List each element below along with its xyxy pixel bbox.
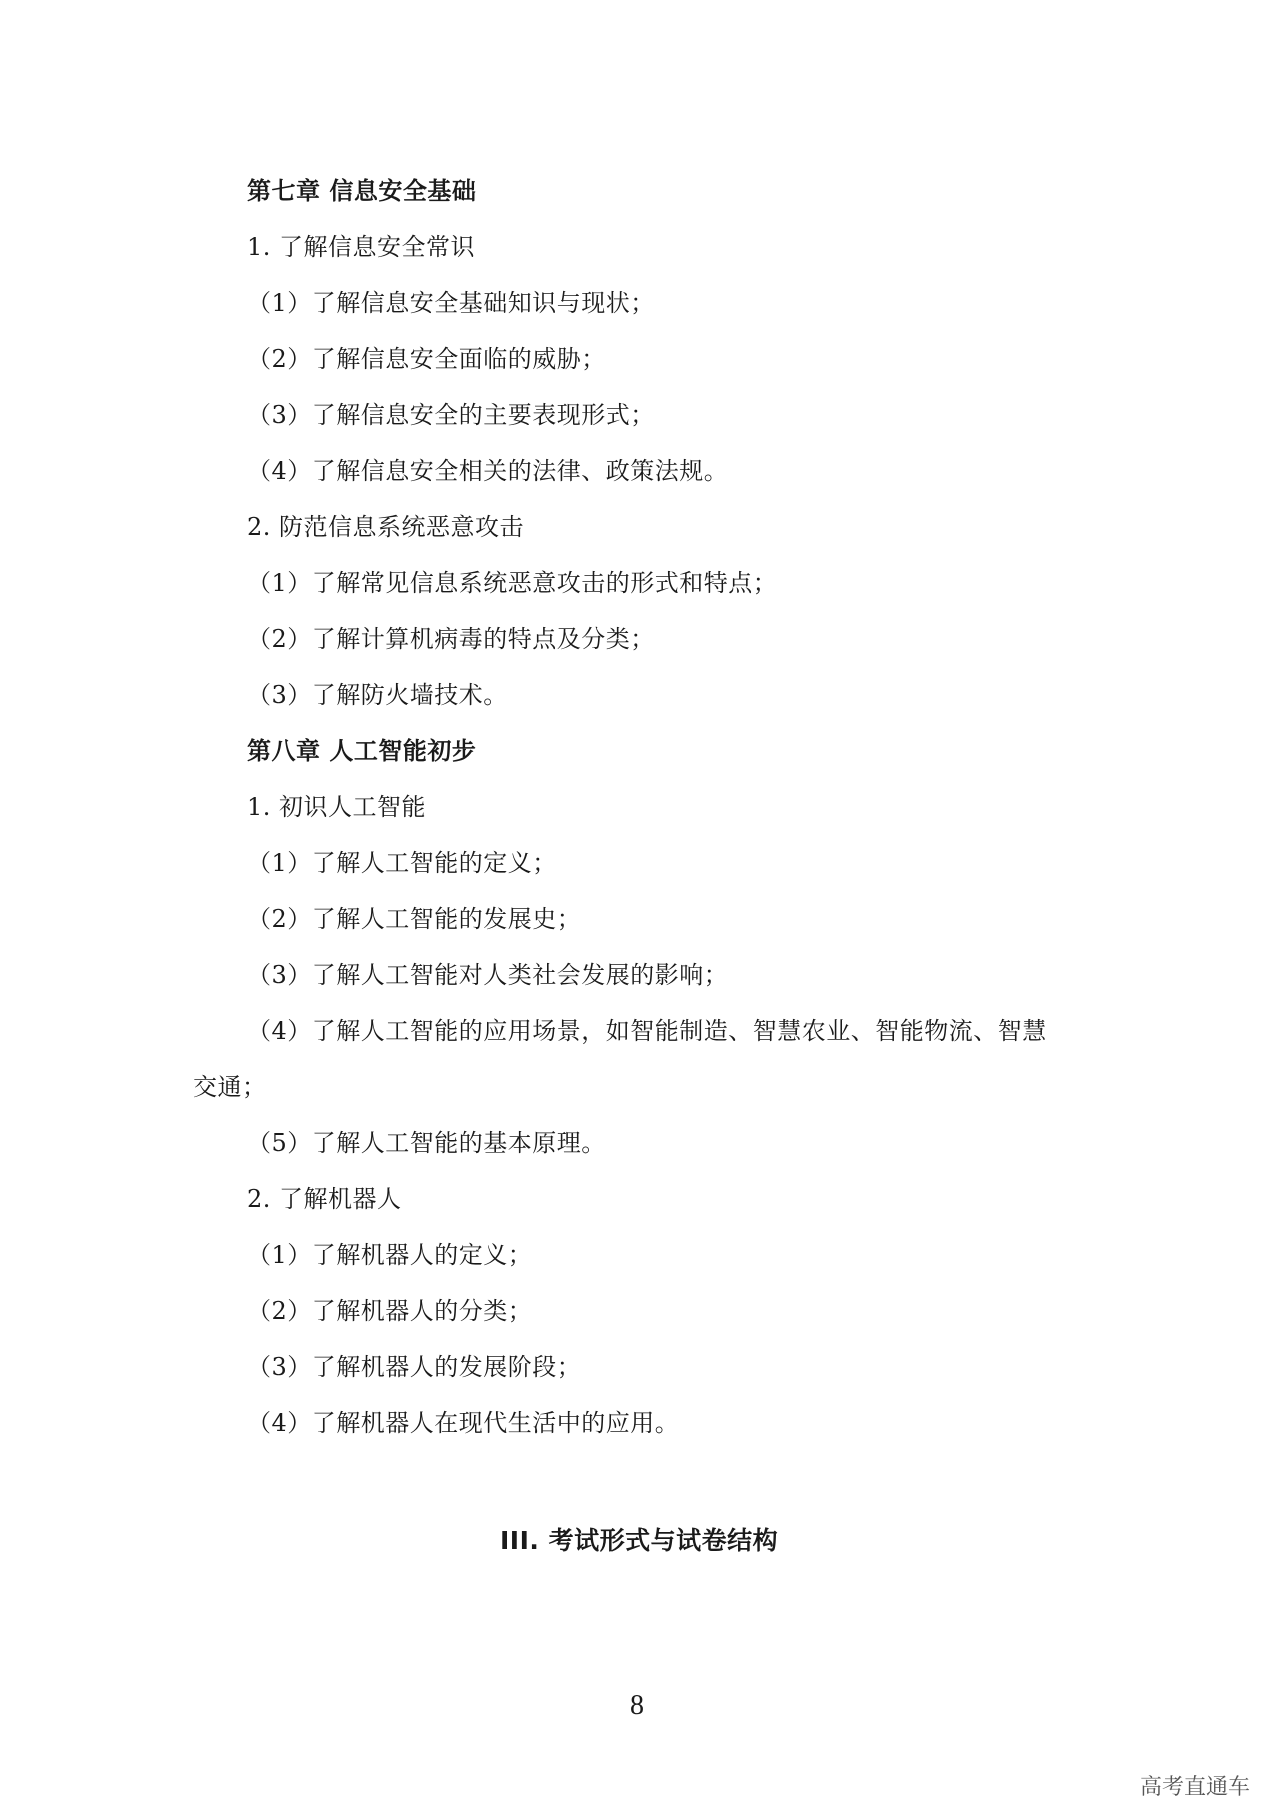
chapter-8-title: 第八章 人工智能初步: [247, 737, 477, 765]
chapter-8-section-1-item-1: （1）了解人工智能的定义；: [247, 849, 557, 877]
chapter-8-section-1-title: 1. 初识人工智能: [247, 793, 427, 821]
chapter-8-section-2-item-3: （3）了解机器人的发展阶段；: [247, 1353, 582, 1381]
chapter-7-section-1-title: 1. 了解信息安全常识: [247, 233, 476, 261]
watermark: 高考直通车: [1140, 1775, 1251, 1800]
section-3-title: III. 考试形式与试卷结构: [500, 1526, 779, 1555]
chapter-8-section-1-item-5: （5）了解人工智能的基本原理。: [247, 1129, 606, 1157]
chapter-8-section-1-item-4: （4）了解人工智能的应用场景，如智能制造、智慧农业、智能物流、智慧: [247, 1017, 1047, 1045]
chapter-7-title: 第七章 信息安全基础: [247, 177, 477, 205]
chapter-7-section-1-item-3: （3）了解信息安全的主要表现形式；: [247, 401, 655, 429]
chapter-7-section-2-item-3: （3）了解防火墙技术。: [247, 681, 508, 709]
chapter-7-section-1-item-4: （4）了解信息安全相关的法律、政策法规。: [247, 457, 729, 485]
chapter-8-section-1-item-4-continued: 交通；: [193, 1073, 267, 1101]
chapter-7-section-1-item-2: （2）了解信息安全面临的威胁；: [247, 345, 606, 373]
chapter-7-section-1-item-1: （1）了解信息安全基础知识与现状；: [247, 289, 655, 317]
chapter-8-section-1-item-2: （2）了解人工智能的发展史；: [247, 905, 582, 933]
page-number: 8: [630, 1690, 644, 1721]
chapter-7-section-2-title: 2. 防范信息系统恶意攻击: [247, 513, 525, 541]
chapter-8-section-1-item-3: （3）了解人工智能对人类社会发展的影响；: [247, 961, 729, 989]
chapter-8-section-2-title: 2. 了解机器人: [247, 1185, 402, 1213]
chapter-7-section-2-item-1: （1）了解常见信息系统恶意攻击的形式和特点；: [247, 569, 778, 597]
chapter-8-section-2-item-4: （4）了解机器人在现代生活中的应用。: [247, 1409, 680, 1437]
chapter-7-section-2-item-2: （2）了解计算机病毒的特点及分类；: [247, 625, 655, 653]
chapter-8-section-2-item-1: （1）了解机器人的定义；: [247, 1241, 533, 1269]
chapter-8-section-2-item-2: （2）了解机器人的分类；: [247, 1297, 533, 1325]
